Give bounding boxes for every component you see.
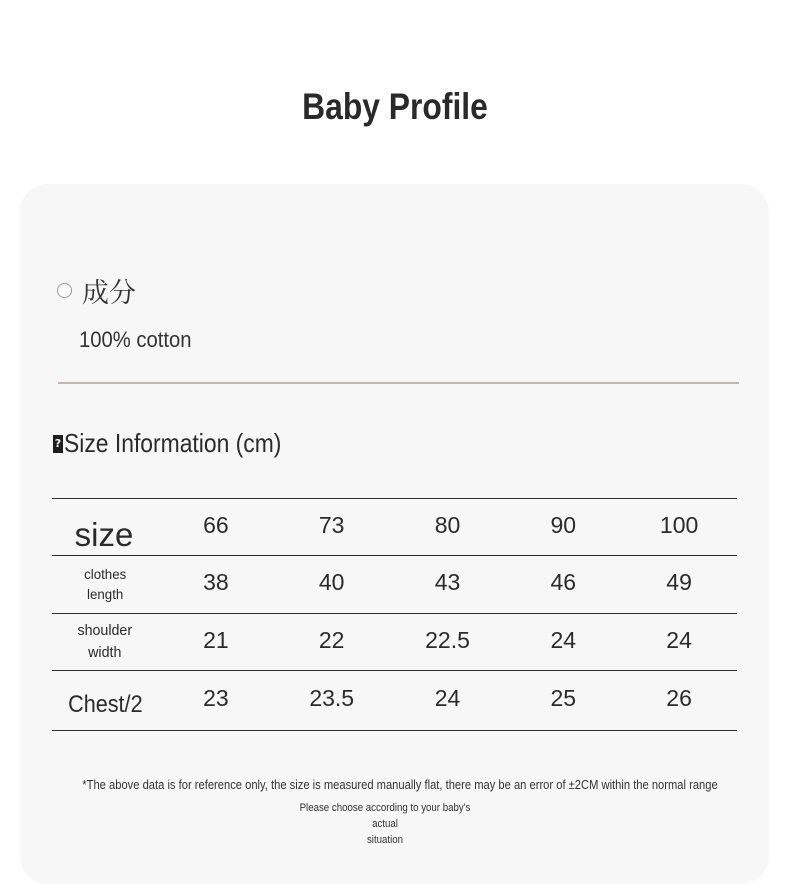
size-info-heading [53,428,311,459]
composition-value: 100% cotton [79,327,192,352]
composition-row [57,271,136,310]
table-cell: 24 [666,626,692,653]
table-cell: 23 [203,685,229,711]
header-size-cell: 80 [434,511,461,538]
table-row [52,671,737,731]
missing-glyph-icon: ? [53,435,63,453]
size-table [52,498,737,731]
disclaimer-note: *The above data is for reference only, the size is measured manually flat, there may be an error of ±2CM within the normal range [82,777,718,792]
table-row [52,614,737,671]
table-cell: 24 [434,685,461,711]
table-cell: 22.5 [425,626,470,653]
choose-note-line1: Please choose according to your baby's actual [299,802,471,830]
header-label-cell: size [74,516,134,553]
radio-circle-icon [57,283,72,298]
choose-note [297,800,473,848]
table-cell: 40 [318,569,345,595]
table-cell: 49 [666,569,692,595]
row-label-cell: Chest/2 [67,690,143,718]
header-size-cell: 66 [203,511,229,538]
section-divider [58,382,739,384]
page-title: Baby Profile [302,86,488,127]
table-cell: 21 [203,626,229,653]
header-size-cell: 100 [659,511,699,538]
table-cell: 25 [550,685,577,711]
table-cell: 23.5 [309,685,355,711]
header-size-cell: 73 [318,511,345,538]
table-header-row [52,499,737,556]
row-label-cell: shoulder width [77,622,133,661]
table-cell: 24 [550,626,577,653]
table-cell: 43 [434,569,461,595]
table-cell: 38 [203,569,229,595]
table-row [52,556,737,614]
table-cell: 26 [666,685,692,711]
composition-heading: 成分 [82,278,136,309]
header-size-cell: 90 [550,511,577,538]
choose-note-line2: situation [366,834,404,846]
row-label-cell: clothes length [83,566,127,602]
table-cell: 22 [318,626,345,653]
table-cell: 46 [550,569,577,595]
size-info-title: Size Information (cm) [64,428,282,458]
